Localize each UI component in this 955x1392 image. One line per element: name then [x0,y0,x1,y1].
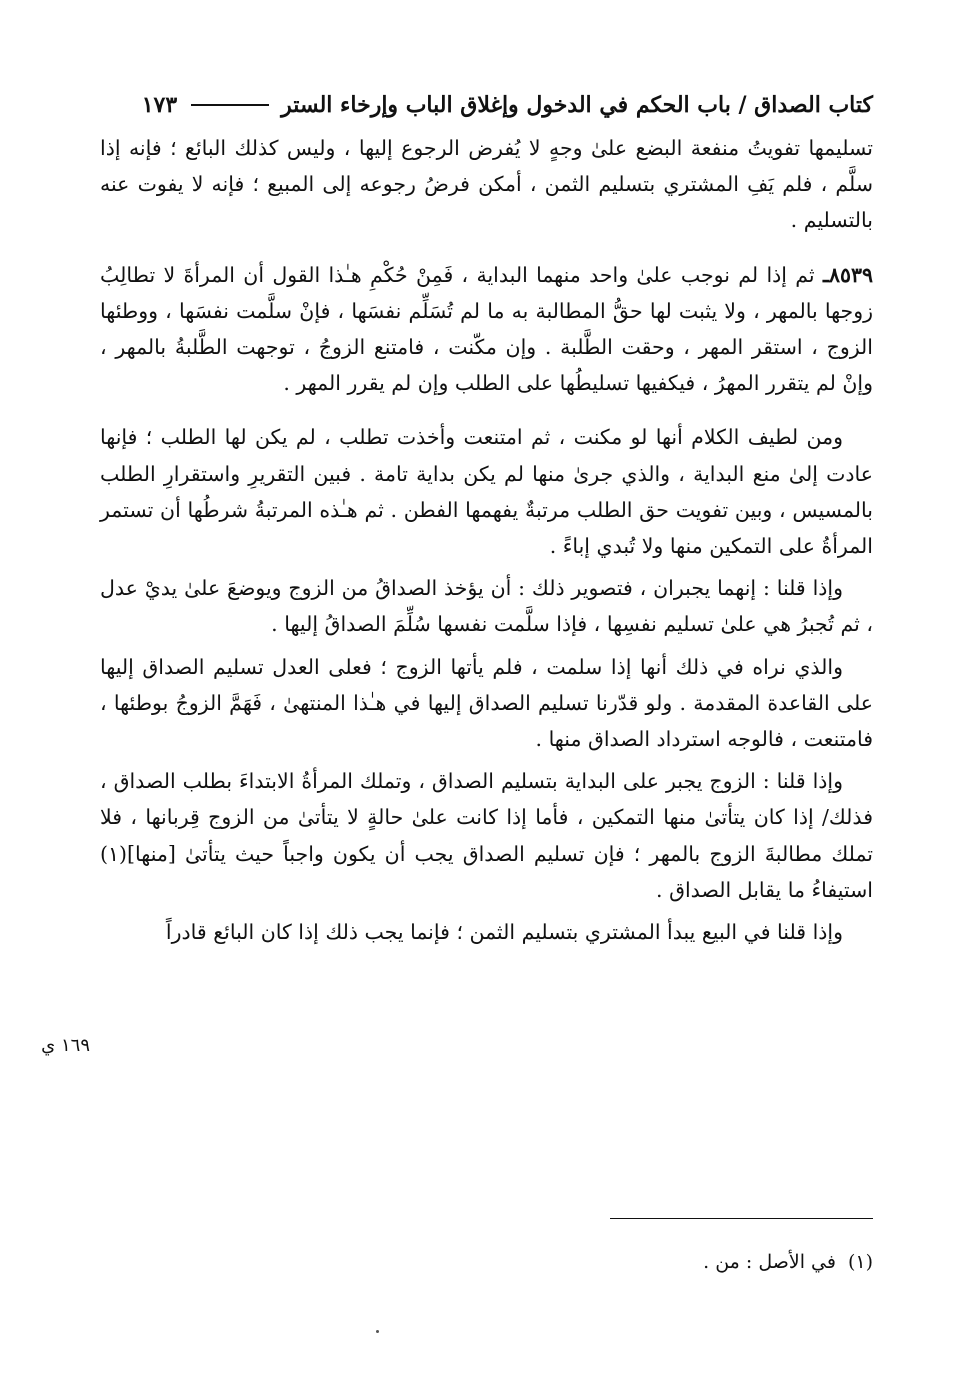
paragraph-text: وإذا قلنا في البيع يبدأ المشتري بتسليم الثمن ؛ فإنما يجب ذلك إذا كان البائع قادراً [165,920,843,945]
paragraph [100,419,873,564]
header-rule [191,104,269,106]
manuscript-folio-note: ١٦٩ ي [41,1035,90,1056]
footnote-mark: (١) [847,1251,873,1273]
running-header [118,88,873,122]
paragraph [100,570,873,642]
paragraph-number: ٨٥٣٩ـ [822,262,873,287]
paragraph-text: والذي نراه في ذلك أنها إذا سلمت ، فلم يأتها الزوج ؛ فعلى العدل تسليم الصداق إليها على القاعدة المقدمة . ولو قدّرنا تسليم الصداق إليها في هـٰذا المنتهىٰ ، فَهَمَّ الزوجُ بوطئها ، فامتنعت ، فالوجه استرداد الصداق منها . [100,654,873,752]
main-text [100,130,873,950]
paragraph-text: تسليمها تفويتُ منفعة البضع علىٰ وجهٍ لا يُفرض الرجوع إليها ، وليس كذلك البائع ؛ فإنه إذا سلَّم ، فلم يَفِ المشتري بتسليم الثمن ، أمكن فرضُ رجوعه إلى المبيع ؛ فإنه لا يفوت عنه بالتسليم . [100,136,873,233]
paragraph [100,763,873,908]
paragraph-text: ثم إذا لم نوجب علىٰ واحد منهما البداية ، فَمِنْ حُكْمِ هـٰذا القول أن المرأةَ لا تطالِبُ زوجها بالمهر ، ولا يثبت لها حقُّ المطالبة به ما لم تُسَلِّم نفسَها ، فإنْ سلَّمت نفسَها ، ووطئها الزوج ، استقر المهر ، وحقت الطَّلبة . وإن مكّنت ، فامتنع الزوجُ ، توجهت الطَّلبةُ بالمهر ، وإنْ لم يتقرر المهرُ ، فيكفيها تسليطُها على الطلب وإن لم يقرر المهر . [100,262,873,396]
paragraph [100,914,873,950]
footnote [500,1246,873,1278]
footnote-text: في الأصل : من . [703,1251,836,1273]
paragraph [100,130,873,239]
footnote-rule [610,1218,873,1219]
page-number: ١٧٣ [141,92,178,118]
header-title: كتاب الصداق / باب الحكم في الدخول وإغلاق الباب وإرخاء الستر [281,92,873,118]
paragraph [100,257,873,402]
paragraph [100,649,873,758]
paragraph-text: وإذا قلنا : إنهما يجبران ، فتصوير ذلك : أن يؤخذ الصداقُ من الزوج ويوضعَ علىٰ يديْ عدل ، ثم تُجبرُ هي علىٰ تسليم نفسِها ، فإذا سلَّمت نفسها سُلِّمَ الصداقُ إليها . [100,576,873,637]
paragraph-text: ومن لطيف الكلام أنها لو مكنت ، ثم امتنعت وأخذت تطلب ، لم يكن لها الطلب ؛ فإنها عادت إلىٰ منع البداية ، والذي جرىٰ منها لم يكن بداية تامة . فبين التقريرِ واستقرارِ الطلب بالمسيس ، وبين تفويت حق الطلب مرتبةٌ يفهمها الفطن . ثم هـٰذه المرتبةُ شرطُها أن تستمر المرأةُ على التمكين منها ولا تُبدي إباءً . [100,425,873,559]
page-dot [376,1330,379,1333]
paragraph-text: وإذا قلنا : الزوج يجبر على البداية بتسليم الصداق ، وتملك المرأةُ الابتداءَ بطلب الصداق ، فذلك/ إذا كان يتأتىٰ منها التمكين ، فأما إذا كانت علىٰ حالةٍ لا يتأتىٰ من الزوج قِربانها ، فلا تملك مطالبةَ الزوج بالمهر ؛ فإن تسليم الصداق يجب أن يكون واجباً حيث يتأتىٰ [منها](١) استيفاءُ ما يقابل الصداق . [100,769,873,902]
